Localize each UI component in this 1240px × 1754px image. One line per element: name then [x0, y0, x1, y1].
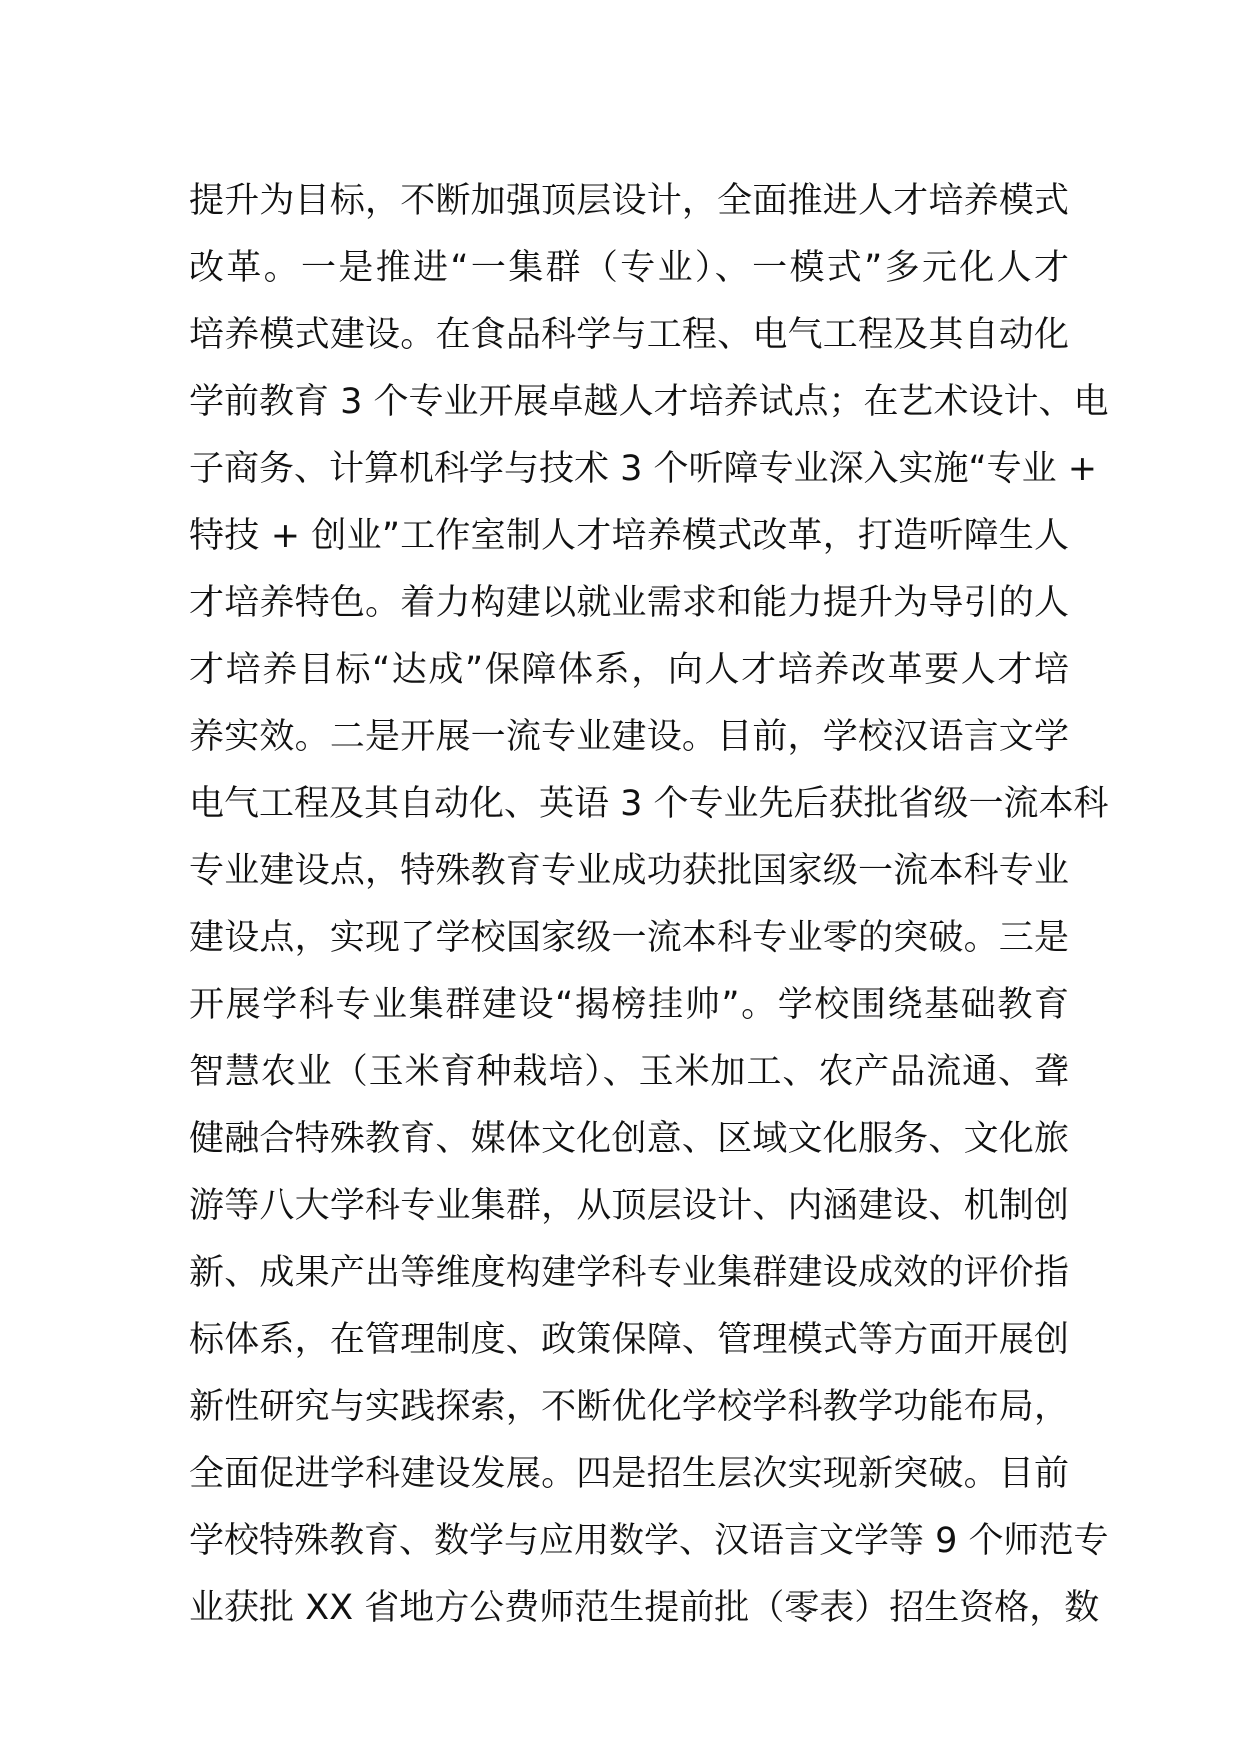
body-paragraph	[189, 168, 1109, 1642]
text-line: 才培养目标“达成”保障体系，向人才培养改革要人才培	[189, 650, 1069, 690]
text-line: 电气工程及其自动化、英语 3 个专业先后获批省级一流本科	[189, 784, 1109, 824]
text-line: 培养模式建设。在食品科学与工程、电气工程及其自动化	[189, 315, 1069, 355]
text-line: 子商务、计算机科学与技术 3 个听障专业深入实施“专业 +	[189, 449, 1098, 489]
text-line: 改革。一是推进“一集群（专业）、一模式”多元化人才	[189, 248, 1069, 288]
text-line: 全面促进学科建设发展。四是招生层次实现新突破。目前	[189, 1454, 1069, 1494]
text-line: 才培养特色。着力构建以就业需求和能力提升为导引的人	[189, 583, 1069, 623]
text-line: 标体系，在管理制度、政策保障、管理模式等方面开展创	[189, 1320, 1069, 1360]
text-line: 智慧农业（玉米育种栽培）、玉米加工、农产品流通、聋	[189, 1052, 1069, 1092]
text-line: 专业建设点，特殊教育专业成功获批国家级一流本科专业	[189, 851, 1069, 891]
text-line: 新性研究与实践探索，不断优化学校学科教学功能布局，	[189, 1387, 1069, 1427]
text-line: 建设点，实现了学校国家级一流本科专业零的突破。三是	[189, 918, 1069, 958]
text-line: 养实效。二是开展一流专业建设。目前，学校汉语言文学	[189, 717, 1069, 757]
text-line: 学校特殊教育、数学与应用数学、汉语言文学等 9 个师范专	[189, 1521, 1109, 1561]
text-line: 开展学科专业集群建设“揭榜挂帅”。学校围绕基础教育	[189, 985, 1069, 1025]
text-line: 特技 + 创业”工作室制人才培养模式改革，打造听障生人	[189, 516, 1069, 556]
text-line: 学前教育 3 个专业开展卓越人才培养试点；在艺术设计、电	[189, 382, 1109, 422]
text-line: 游等八大学科专业集群，从顶层设计、内涵建设、机制创	[189, 1186, 1069, 1226]
text-line: 业获批 XX 省地方公费师范生提前批（零表）招生资格，数	[189, 1588, 1100, 1628]
text-line: 健融合特殊教育、媒体文化创意、区域文化服务、文化旅	[189, 1119, 1069, 1159]
text-line: 新、成果产出等维度构建学科专业集群建设成效的评价指	[189, 1253, 1069, 1293]
text-line: 提升为目标，不断加强顶层设计，全面推进人才培养模式	[189, 181, 1069, 221]
